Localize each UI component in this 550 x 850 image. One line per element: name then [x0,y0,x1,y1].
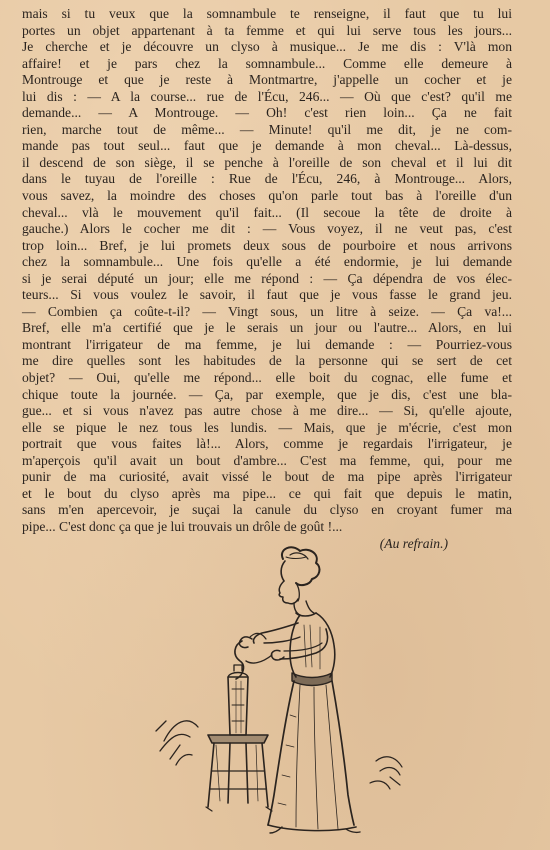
text-line: affaire! et je pars chez la somnambule... Comme elle demeure à [22,55,512,71]
text-line: portes un objet appartenant à ta femme et qui lui serve tous les jours... [22,22,512,38]
text-line: Je cherche et je découvre un clyso à musique... Je me dis : V'là mon [22,39,512,55]
text-line: punir de ma curiosité, avait vissé le bout de ma pipe après l'irrigateur [22,469,512,485]
text-line: si je serai député un jour; elle me répond : — Ça dépendra de vos élec- [22,270,512,286]
text-line: me dire quelles sont les habitudes de la personne qui se sert de cet [22,353,512,369]
woman-with-irrigator-illustration [150,545,420,835]
refrain-note: (Au refrain.) [379,535,448,551]
text-line: objet? — Oui, qu'elle me répond... elle boit du cognac, elle fume et [22,370,512,386]
text-line: Bref, elle m'a certifié que je le serais un jour ou l'autre... Alors, en lui [22,320,512,336]
text-line: gauche.) Alors le cocher me dit : — Vous voyez, il ne veut pas, c'est [22,221,512,237]
text-line: et le bout du clyso après ma pipe... ce qui fait que depuis le matin, [22,485,512,501]
text-line: m'aperçois qu'il avait un bout d'ambre... C'est ma femme, qui, pour me [22,452,512,468]
text-line: lui dis : — A la course... rue de l'Écu, 246... — Où que c'est? qu'il me [22,88,512,104]
text-line: — Combien ça coûte-t-il? — Vingt sous, un litre à seize. — Ça va!... [22,303,512,319]
text-line: gue... et si vous n'avez pas autre chose à me dire... — Si, qu'elle ajoute, [22,403,512,419]
text-line: trop loin... Bref, je lui promets deux sous de pourboire et nous arrivons [22,237,512,253]
text-line: demande... — A Montrouge. — Oh! c'est rien loin... Ça ne fait [22,105,512,121]
text-line: sans m'en apercevoir, je suçai la canule du clyso en croyant fumer ma [22,502,512,518]
text-line: mais si tu veux que la somnambule te renseigne, il faut que tu lui [22,6,512,21]
text-line: cheval... vlà le mouvement qu'il fait... (Il secoue la tête de droite à [22,204,512,220]
text-line: chique toute la journée. — Ça, par exemple, que je dis, c'est une bla- [22,386,512,402]
text-line: mande pas tout seul... faut que je demande à mon cheval... Là-dessus, [22,138,512,154]
text-line: teurs... Si vous voulez le savoir, il faut que je vous fasse le grand jeu. [22,287,512,303]
text-line: portrait que vous faites là!... Alors, comme je regardais l'irrigateur, je [22,436,512,452]
text-line: pipe... C'est donc ça que je lui trouvais un drôle de goût !... [22,518,343,534]
body-text [22,6,512,552]
text-line: rien, marche tout de même... — Minute! qu'il me dit, je ne com- [22,121,512,137]
text-line: Montrouge et que je reste à Montmartre, j'appelle un cocher et je [22,72,512,88]
text-line: montrant l'irrigateur de ma femme, je lui demande : — Pourriez-vous [22,336,512,352]
text-line: dans le tuyau de l'oreille : Rue de l'Écu, 246, à Montrouge... Alors, [22,171,512,187]
text-line: elle se pique le nez tous les lundis. — Mais, que je m'écrie, c'est mon [22,419,512,435]
text-line: chez la somnambule... Une fois qu'elle a été endormie, je lui demande [22,254,512,270]
text-line: vous savez, la moindre des choses qu'on parle tout bas à l'oreille d'un [22,188,512,204]
text-line: il descend de son siège, il se penche à l'oreille de son cheval et il lui dit [22,154,512,170]
